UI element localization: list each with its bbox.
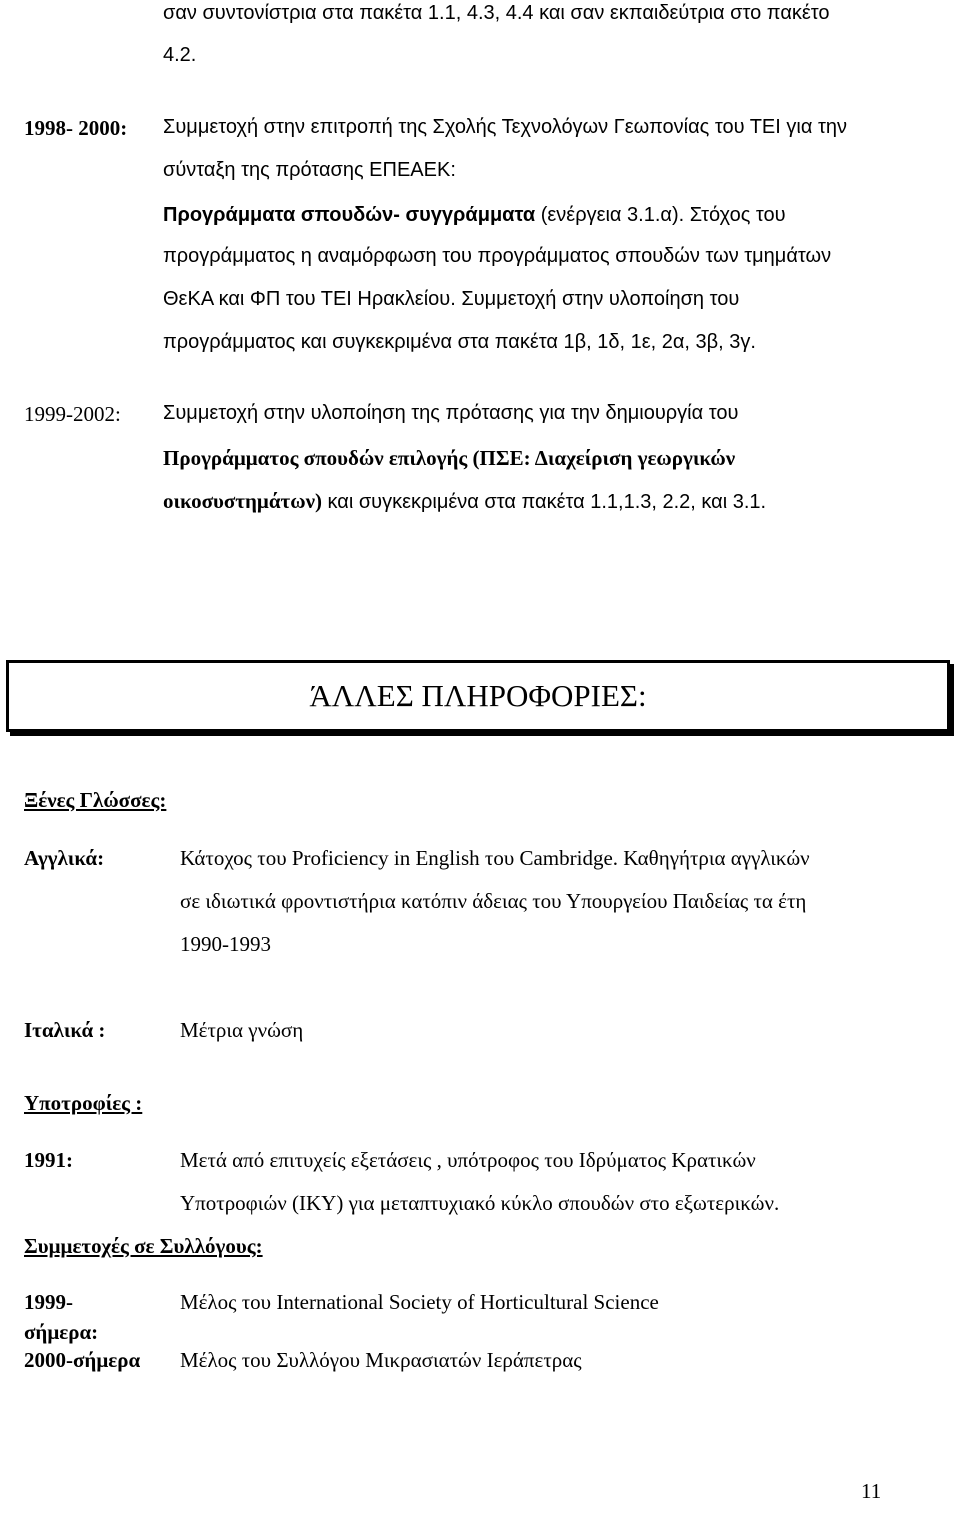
entry-1998-date: 1998- 2000:	[24, 116, 128, 140]
entry-1998-line-5: ΘεΚΑ και ΦΠ του ΤΕΙ Ηρακλείου. Συμμετοχή στην υλοποίηση του	[163, 288, 740, 310]
english-line-3: 1990-1993	[180, 932, 271, 956]
scholarship-line-1: Μετά από επιτυχείς εξετάσεις , υπότροφος του Ιδρύματος Κρατικών	[180, 1148, 756, 1172]
section-title-box	[6, 660, 950, 732]
entry-1998-line-3	[163, 202, 786, 227]
english-label: Αγγλικά:	[24, 846, 105, 870]
memberships-heading: Συμμετοχές σε Συλλόγους:	[24, 1234, 263, 1258]
membership-1-date-cont: σήμερα:	[24, 1320, 99, 1344]
membership-2-text: Μέλος του Συλλόγου Μικρασιατών Ιεράπετρας	[180, 1348, 582, 1372]
membership-1-date: 1999-	[24, 1290, 73, 1314]
scholarship-line-2: Υποτροφιών (ΙΚΥ) για μεταπτυχιακό κύκλο σπουδών στο εξωτερικών.	[180, 1191, 780, 1215]
english-line-1: Κάτοχος του Proficiency in English του Cambridge. Καθηγήτρια αγγλικών	[180, 846, 810, 870]
entry-1999-date: 1999-2002:	[24, 402, 121, 426]
entry-1999-line-3-rest: και συγκεκριμένα στα πακέτα 1.1,1.3, 2.2, και 3.1.	[321, 491, 767, 513]
italian-label: Ιταλικά :	[24, 1018, 106, 1042]
english-line-2: σε ιδιωτικά φροντιστήρια κατόπιν άδειας του Υπουργείου Παιδείας τα έτη	[180, 889, 807, 913]
entry-1998-line-3-rest: (ενέργεια 3.1.α). Στόχος του	[535, 204, 786, 226]
italian-text: Μέτρια γνώση	[180, 1018, 304, 1042]
entry-1999-line-3	[163, 489, 766, 514]
entry-1998-line-6: προγράμματος και συγκεκριμένα στα πακέτα 1β, 1δ, 1ε, 2α, 3β, 3γ.	[163, 331, 756, 353]
page-number: 11	[861, 1479, 882, 1503]
entry-1999-program-title: Προγράμματος σπουδών επιλογής (ΠΣΕ: Διαχείριση γεωργικών	[163, 446, 736, 470]
top-line-1: σαν συντονίστρια στα πακέτα 1.1, 4.3, 4.4 και σαν εκπαιδεύτρια στο πακέτο	[163, 2, 830, 24]
entry-1998-program-title: Προγράμματα σπουδών- συγγράμματα	[163, 204, 536, 226]
entry-1998-line-2: σύνταξη της πρότασης ΕΠΕΑΕΚ:	[163, 159, 456, 181]
scholarship-year: 1991:	[24, 1148, 73, 1172]
membership-1-text: Μέλος του International Society of Horticultural Science	[180, 1290, 659, 1314]
membership-2-date: 2000-σήμερα	[24, 1348, 141, 1372]
entry-1999-line-1: Συμμετοχή στην υλοποίηση της πρότασης για την δημιουργία του	[163, 402, 739, 424]
entry-1999-program-title-end: οικοσυστημάτων)	[163, 489, 322, 513]
section-title: ΆΛΛΕΣ ΠΛΗΡΟΦΟΡΙΕΣ:	[309, 678, 647, 713]
top-line-2: 4.2.	[163, 44, 197, 66]
scholarships-heading: Υποτροφίες :	[24, 1091, 143, 1115]
languages-heading: Ξένες Γλώσσες:	[24, 788, 167, 812]
entry-1998-line-4: προγράμματος η αναμόρφωση του προγράμματος σπουδών των τμημάτων	[163, 245, 832, 267]
entry-1998-line-1: Συμμετοχή στην επιτροπή της Σχολής Τεχνολόγων Γεωπονίας του ΤΕΙ για την	[163, 116, 847, 138]
